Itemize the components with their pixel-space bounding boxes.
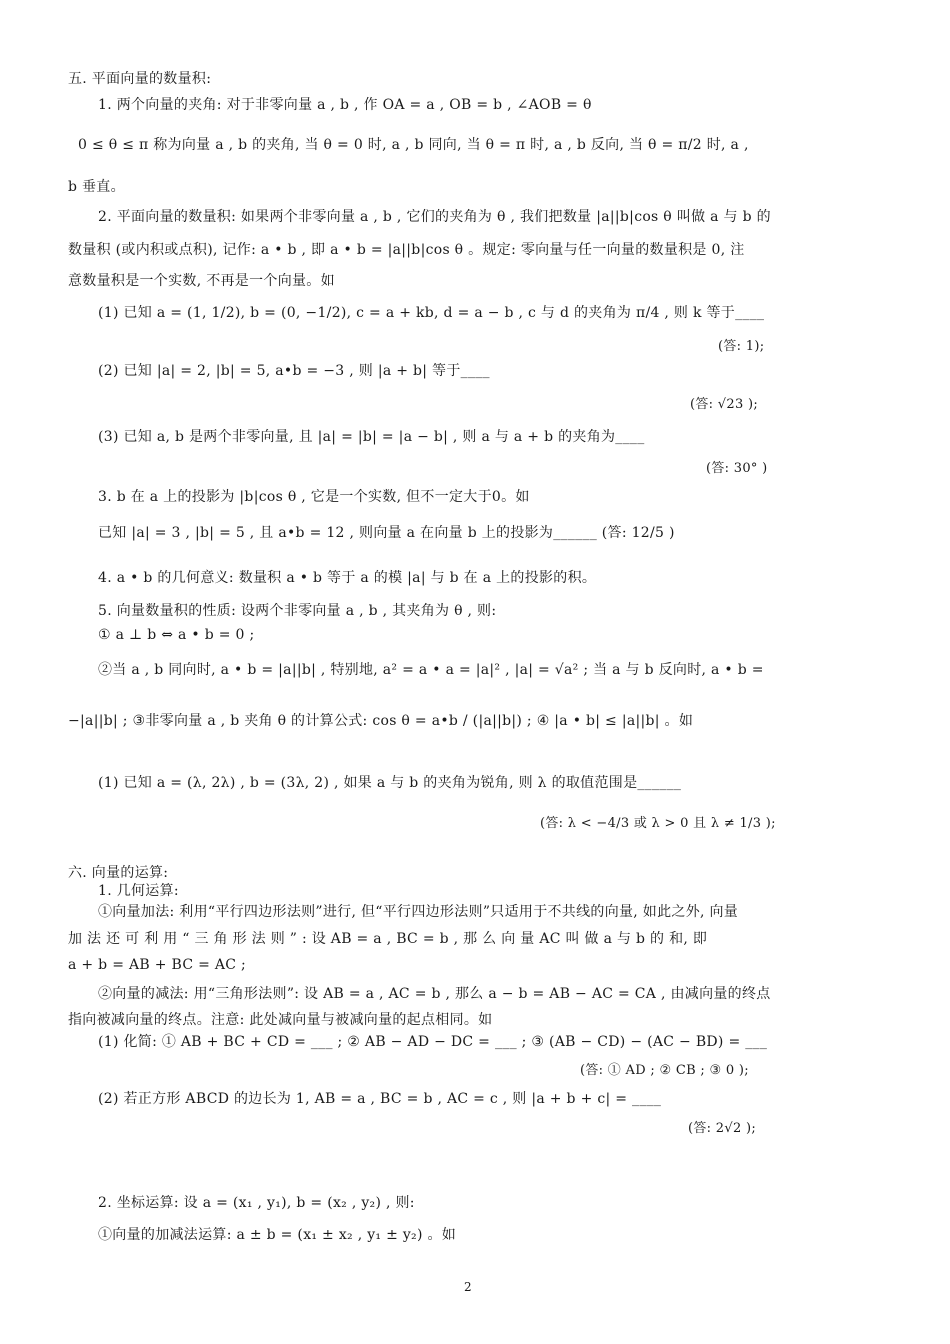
example-6-answer: (答: 2√2 );	[688, 1121, 756, 1136]
example-1-answer: (答: 1);	[718, 339, 765, 354]
example-6: (2) 若正方形 ABCD 的边长为 1, AB = a , BC = b , AC = c , 则 |a + b + c| = ____	[98, 1091, 662, 1107]
example-2-answer: (答: √23 );	[690, 397, 758, 412]
projection-line-1: 3. b 在 a 上的投影为 |b|cos θ , 它是一个实数, 但不一定大于0。如	[98, 489, 530, 505]
vector-subtraction-line-2: 指向被减向量的终点。注意: 此处减向量与被减向量的起点相同。如	[68, 1012, 493, 1028]
example-1: (1) 已知 a = (1, 1/2), b = (0, −1/2), c = a + kb, d = a − b , c 与 d 的夹角为 π/4 , 则 k 等于____	[98, 305, 765, 321]
example-3: (3) 已知 a, b 是两个非零向量, 且 |a| = |b| = |a − b| , 则 a 与 a + b 的夹角为____	[98, 429, 645, 445]
dot-product-definition-line-2: 数量积 (或内积或点积), 记作: a • b , 即 a • b = |a||b|cos θ 。规定: 零向量与任一向量的数量积是 0, 注	[68, 242, 745, 258]
property-2: ②当 a , b 同向时, a • b = |a||b| , 特别地, a² = a • a = |a|² , |a| = √a² ; 当 a 与 b 反向时, a • b =	[98, 662, 764, 678]
example-3-answer: (答: 30° )	[706, 461, 768, 476]
vector-subtraction-line-1: ②向量的减法: 用“三角形法则”: 设 AB = a , AC = b , 那么 a − b = AB − AC = CA , 由减向量的终点	[98, 986, 771, 1002]
coordinate-operations-heading: 2. 坐标运算: 设 a = (x₁ , y₁), b = (x₂ , y₂) , 则:	[98, 1195, 415, 1211]
dot-product-definition-line-3: 意数量积是一个实数, 不再是一个向量。如	[68, 273, 335, 289]
projection-line-2: 已知 |a| = 3 , |b| = 5 , 且 a•b = 12 , 则向量 a 在向量 b 上的投影为______ (答: 12/5 )	[98, 525, 675, 541]
section-5-heading: 五. 平面向量的数量积:	[68, 71, 212, 87]
vector-addition-line-3: a + b = AB + BC = AC ;	[68, 957, 247, 973]
property-1: ① a ⊥ b ⇔ a • b = 0 ;	[98, 627, 255, 643]
example-2: (2) 已知 |a| = 2, |b| = 5, a•b = −3 , 则 |a + b| 等于____	[98, 363, 490, 379]
geometric-operations-heading: 1. 几何运算:	[98, 883, 179, 899]
properties-intro: 5. 向量数量积的性质: 设两个非零向量 a , b , 其夹角为 θ , 则:	[98, 603, 497, 619]
angle-definition-line-1: 1. 两个向量的夹角: 对于非零向量 a , b , 作 OA = a , OB = b , ∠AOB = θ	[98, 97, 592, 113]
example-4-answer: (答: λ < −4/3 或 λ > 0 且 λ ≠ 1/3 );	[540, 816, 776, 831]
geometric-meaning: 4. a • b 的几何意义: 数量积 a • b 等于 a 的模 |a| 与 b 在 a 上的投影的积。	[98, 570, 597, 586]
angle-definition-line-3: b 垂直。	[68, 179, 125, 195]
page-number: 2	[464, 1280, 472, 1294]
example-5-answer: (答: ① AD ; ② CB ; ③ 0 );	[580, 1063, 749, 1078]
section-6-heading: 六. 向量的运算:	[68, 865, 169, 881]
dot-product-definition-line-1: 2. 平面向量的数量积: 如果两个非零向量 a , b , 它们的夹角为 θ , 我们把数量 |a||b|cos θ 叫做 a 与 b 的	[98, 209, 771, 225]
example-4: (1) 已知 a = (λ, 2λ) , b = (3λ, 2) , 如果 a 与 b 的夹角为锐角, 则 λ 的取值范围是______	[98, 775, 682, 791]
vector-addition-line-2: 加 法 还 可 利 用 “ 三 角 形 法 则 ” : 设 AB = a , BC = b , 那 么 向 量 AC 叫 做 a 与 b 的 和, 即	[68, 931, 708, 947]
vector-addition-line-1: ①向量加法: 利用“平行四边形法则”进行, 但“平行四边形法则”只适用于不共线的向量, 如此之外, 向量	[98, 904, 739, 920]
property-3-4: −|a||b| ; ③非零向量 a , b 夹角 θ 的计算公式: cos θ = a•b / (|a||b|) ; ④ |a • b| ≤ |a||b| 。如	[68, 713, 694, 729]
coordinate-add-subtract: ①向量的加减法运算: a ± b = (x₁ ± x₂ , y₁ ± y₂) 。如	[98, 1227, 457, 1243]
angle-definition-line-2: 0 ≤ θ ≤ π 称为向量 a , b 的夹角, 当 θ = 0 时, a , b 同向, 当 θ = π 时, a , b 反向, 当 θ = π/2 时, a ,	[78, 137, 749, 153]
example-5: (1) 化简: ① AB + BC + CD = ___ ; ② AB − AD − DC = ___ ; ③ (AB − CD) − (AC − BD) = ___	[98, 1034, 768, 1050]
